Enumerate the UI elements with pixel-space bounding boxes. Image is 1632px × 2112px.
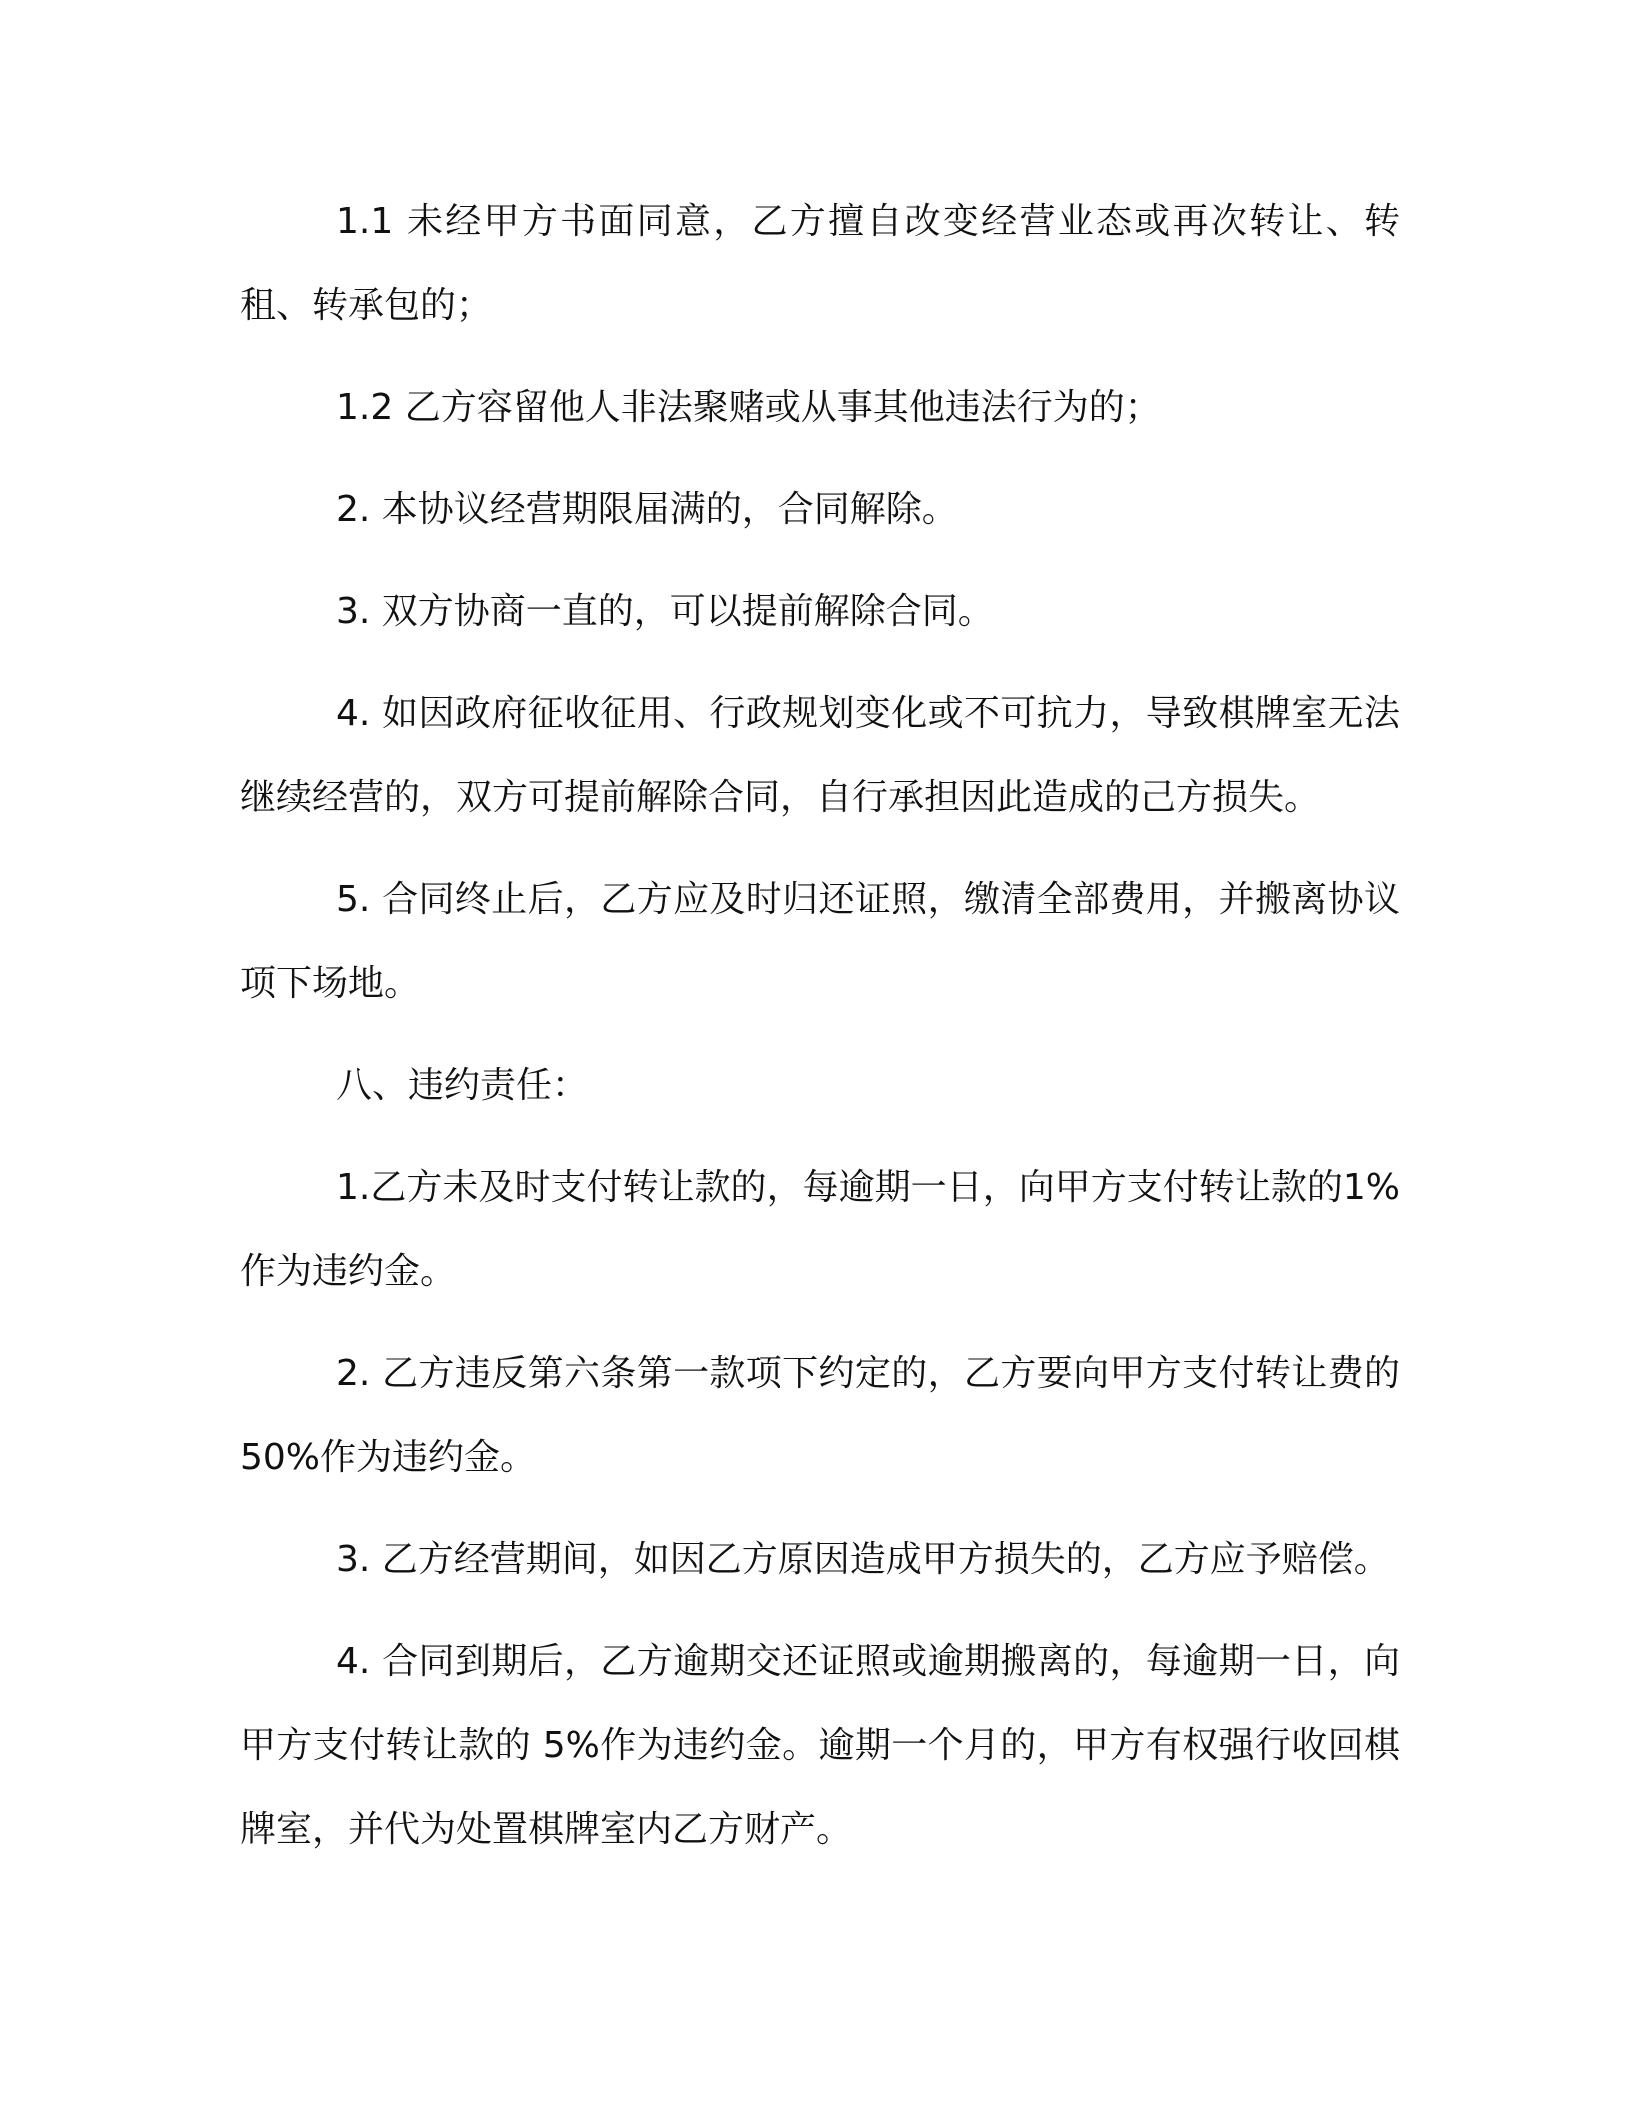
breach-clause-4: 4. 合同到期后，乙方逾期交还证照或逾期搬离的，每逾期一日，向甲方支付转让款的 5%作为违约金。逾期一个月的，甲方有权强行收回棋牌室，并代为处置棋牌室内乙方财产。 bbox=[240, 1641, 1400, 1850]
clause-3-mutual-termination: 3. 双方协商一直的，可以提前解除合同。 bbox=[336, 591, 994, 632]
breach-clause-2: 2. 乙方违反第六条第一款项下约定的，乙方要向甲方支付转让费的 50%作为违约金。 bbox=[240, 1353, 1400, 1478]
clause-5-post-termination: 5. 合同终止后，乙方应及时归还证照，缴清全部费用，并搬离协议项下场地。 bbox=[240, 879, 1400, 1004]
clause-1-1: 1.1 未经甲方书面同意，乙方擅自改变经营业态或再次转让、转租、转承包的； bbox=[240, 201, 1400, 326]
clause-1-2: 1.2 乙方容留他人非法聚赌或从事其他违法行为的； bbox=[336, 387, 1161, 428]
clause-2-term-expiry: 2. 本协议经营期限届满的，合同解除。 bbox=[336, 489, 958, 530]
clause-4-force-majeure: 4. 如因政府征收征用、行政规划变化或不可抗力，导致棋牌室无法继续经营的，双方可提前解除合同，自行承担因此造成的己方损失。 bbox=[240, 693, 1400, 818]
section-heading-breach-liability: 八、违约责任： bbox=[336, 1065, 589, 1106]
breach-clause-1: 1.乙方未及时支付转让款的，每逾期一日，向甲方支付转让款的1%作为违约金。 bbox=[240, 1167, 1400, 1292]
document-body bbox=[240, 180, 1400, 1890]
breach-clause-3: 3. 乙方经营期间，如因乙方原因造成甲方损失的，乙方应予赔偿。 bbox=[336, 1539, 1390, 1580]
